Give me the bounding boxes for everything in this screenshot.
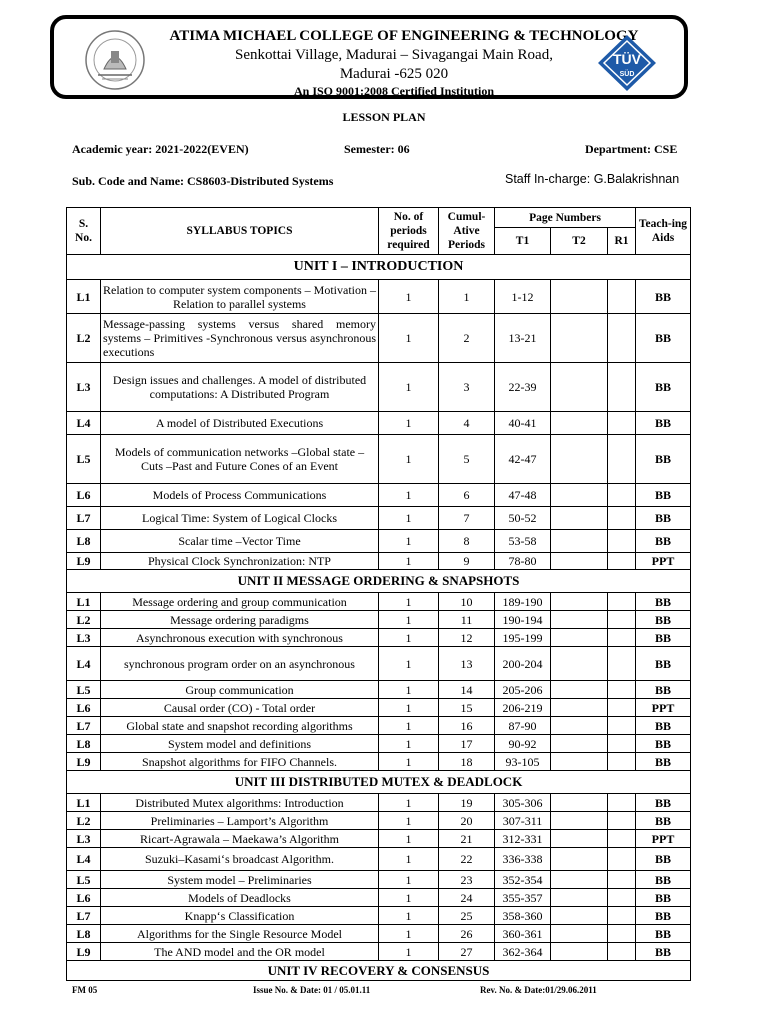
lesson-row (67, 753, 691, 771)
unit-title: UNIT II MESSAGE ORDERING & SNAPSHOTS (67, 570, 691, 593)
lesson-topic: Message ordering paradigms (101, 611, 379, 629)
page-t2 (551, 830, 608, 848)
page-r1 (608, 812, 636, 830)
teaching-aids: BB (636, 507, 691, 530)
lesson-number: L2 (67, 812, 101, 830)
lesson-row (67, 830, 691, 848)
header-sno: S. No. (67, 208, 101, 255)
periods-required: 1 (379, 889, 439, 907)
lesson-topic: Global state and snapshot recording algorithms (101, 717, 379, 735)
page-t2 (551, 848, 608, 871)
lesson-topic: Algorithms for the Single Resource Model (101, 925, 379, 943)
page-t1: 190-194 (495, 611, 551, 629)
cumulative-periods: 22 (439, 848, 495, 871)
unit-title: UNIT I – INTRODUCTION (67, 255, 691, 280)
page-t2 (551, 553, 608, 570)
header-t2: T2 (551, 228, 608, 255)
page-t2 (551, 925, 608, 943)
unit-heading-row (67, 961, 691, 981)
periods-required: 1 (379, 907, 439, 925)
page-t1: 93-105 (495, 753, 551, 771)
page-t2 (551, 435, 608, 484)
page-r1 (608, 611, 636, 629)
page-r1 (608, 830, 636, 848)
teaching-aids: BB (636, 280, 691, 314)
page-r1 (608, 484, 636, 507)
periods-required: 1 (379, 647, 439, 681)
lesson-number: L8 (67, 735, 101, 753)
lesson-topic: Message ordering and group communication (101, 593, 379, 611)
lesson-topic: Models of communication networks –Global state – Cuts –Past and Future Cones of an Event (101, 435, 379, 484)
page-t2 (551, 647, 608, 681)
page-t2 (551, 507, 608, 530)
page-t1: 13-21 (495, 314, 551, 363)
page-r1 (608, 593, 636, 611)
lesson-topic: Models of Deadlocks (101, 889, 379, 907)
lesson-topic: Distributed Mutex algorithms: Introduction (101, 794, 379, 812)
lesson-number: L3 (67, 830, 101, 848)
college-emblem-icon (84, 29, 146, 91)
lesson-number: L1 (67, 280, 101, 314)
lesson-topic: Ricart-Agrawala – Maekawa’s Algorithm (101, 830, 379, 848)
page-t2 (551, 314, 608, 363)
lesson-row (67, 925, 691, 943)
lesson-number: L8 (67, 925, 101, 943)
subject-code-name: Sub. Code and Name: CS8603-Distributed Systems (72, 174, 334, 188)
cumulative-periods: 2 (439, 314, 495, 363)
page-t1: 305-306 (495, 794, 551, 812)
teaching-aids: PPT (636, 553, 691, 570)
lesson-topic: Snapshot algorithms for FIFO Channels. (101, 753, 379, 771)
college-name: ATIMA MICHAEL COLLEGE OF ENGINEERING & TECHNOLOGY (169, 28, 639, 44)
page-t2 (551, 593, 608, 611)
teaching-aids: BB (636, 484, 691, 507)
lesson-row (67, 717, 691, 735)
cumulative-periods: 10 (439, 593, 495, 611)
periods-required: 1 (379, 943, 439, 961)
page-r1 (608, 530, 636, 553)
page-t2 (551, 484, 608, 507)
page-t2 (551, 699, 608, 717)
page-t2 (551, 889, 608, 907)
periods-required: 1 (379, 629, 439, 647)
periods-required: 1 (379, 699, 439, 717)
page-r1 (608, 925, 636, 943)
lesson-number: L1 (67, 593, 101, 611)
page-t2 (551, 280, 608, 314)
cumulative-periods: 8 (439, 530, 495, 553)
unit-heading-row (67, 771, 691, 794)
page-t2 (551, 907, 608, 925)
lesson-topic: Knapp‘s Classification (101, 907, 379, 925)
lesson-number: L6 (67, 889, 101, 907)
teaching-aids: BB (636, 530, 691, 553)
periods-required: 1 (379, 611, 439, 629)
page-t1: 87-90 (495, 717, 551, 735)
lesson-topic: Relation to computer system components – Motivation – Relation to parallel systems (101, 280, 379, 314)
cumulative-periods: 19 (439, 794, 495, 812)
cumulative-periods: 5 (439, 435, 495, 484)
page-r1 (608, 363, 636, 412)
page-t2 (551, 943, 608, 961)
cumulative-periods: 24 (439, 889, 495, 907)
teaching-aids: BB (636, 735, 691, 753)
cumulative-periods: 16 (439, 717, 495, 735)
page-t1: 50-52 (495, 507, 551, 530)
teaching-aids: BB (636, 943, 691, 961)
page-t1: 53-58 (495, 530, 551, 553)
page-t2 (551, 735, 608, 753)
page-t1: 205-206 (495, 681, 551, 699)
lesson-row (67, 435, 691, 484)
cumulative-periods: 9 (439, 553, 495, 570)
teaching-aids: BB (636, 717, 691, 735)
page-t2 (551, 611, 608, 629)
teaching-aids: BB (636, 435, 691, 484)
teaching-aids: BB (636, 925, 691, 943)
lesson-number: L7 (67, 907, 101, 925)
page-r1 (608, 907, 636, 925)
page-t2 (551, 717, 608, 735)
header-box (50, 15, 688, 99)
periods-required: 1 (379, 593, 439, 611)
page-r1 (608, 435, 636, 484)
academic-year: Academic year: 2021-2022(EVEN) (72, 142, 249, 156)
lesson-topic: System model and definitions (101, 735, 379, 753)
page-t1: 352-354 (495, 871, 551, 889)
lesson-number: L5 (67, 435, 101, 484)
teaching-aids: BB (636, 593, 691, 611)
cumulative-periods: 25 (439, 907, 495, 925)
lesson-number: L3 (67, 363, 101, 412)
lesson-topic: The AND model and the OR model (101, 943, 379, 961)
header-cumulative: Cumul-Ative Periods (439, 208, 495, 255)
teaching-aids: PPT (636, 830, 691, 848)
periods-required: 1 (379, 507, 439, 530)
lesson-number: L5 (67, 871, 101, 889)
cumulative-periods: 23 (439, 871, 495, 889)
lesson-row (67, 593, 691, 611)
cumulative-periods: 21 (439, 830, 495, 848)
unit-heading-row (67, 570, 691, 593)
page-t1: 336-338 (495, 848, 551, 871)
periods-required: 1 (379, 848, 439, 871)
cumulative-periods: 6 (439, 484, 495, 507)
lesson-topic: synchronous program order on an asynchronous (101, 647, 379, 681)
cumulative-periods: 13 (439, 647, 495, 681)
lesson-number: L6 (67, 699, 101, 717)
lesson-number: L4 (67, 647, 101, 681)
lesson-topic: Suzuki–Kasami‘s broadcast Algorithm. (101, 848, 379, 871)
header-r1: R1 (608, 228, 636, 255)
header-t1: T1 (495, 228, 551, 255)
page-r1 (608, 314, 636, 363)
lesson-number: L1 (67, 794, 101, 812)
staff-in-charge: Staff In-charge: G.Balakrishnan (505, 172, 680, 186)
lesson-row (67, 530, 691, 553)
lesson-topic: Preliminaries – Lamport’s Algorithm (101, 812, 379, 830)
lesson-row (67, 681, 691, 699)
cumulative-periods: 14 (439, 681, 495, 699)
periods-required: 1 (379, 363, 439, 412)
teaching-aids: BB (636, 363, 691, 412)
lesson-number: L9 (67, 753, 101, 771)
cumulative-periods: 15 (439, 699, 495, 717)
department: Department: CSE (585, 142, 678, 156)
lesson-number: L7 (67, 717, 101, 735)
document-title: LESSON PLAN (342, 110, 426, 124)
page-t1: 1-12 (495, 280, 551, 314)
page-t2 (551, 794, 608, 812)
lesson-topic: Group communication (101, 681, 379, 699)
lesson-topic: A model of Distributed Executions (101, 412, 379, 435)
lesson-row (67, 794, 691, 812)
periods-required: 1 (379, 530, 439, 553)
cumulative-periods: 3 (439, 363, 495, 412)
teaching-aids: BB (636, 794, 691, 812)
page-t1: 312-331 (495, 830, 551, 848)
page-t1: 358-360 (495, 907, 551, 925)
page-t1: 47-48 (495, 484, 551, 507)
lesson-topic: Asynchronous execution with synchronous (101, 629, 379, 647)
teaching-aids: BB (636, 629, 691, 647)
cumulative-periods: 18 (439, 753, 495, 771)
page-t1: 195-199 (495, 629, 551, 647)
tuv-logo-text: TÜV (613, 51, 641, 67)
lesson-topic: Design issues and challenges. A model of distributed computations: A Distributed Program (101, 363, 379, 412)
cumulative-periods: 1 (439, 280, 495, 314)
periods-required: 1 (379, 553, 439, 570)
periods-required: 1 (379, 717, 439, 735)
header-teaching-aids: Teach-ing Aids (636, 208, 691, 255)
lesson-number: L8 (67, 530, 101, 553)
lesson-row (67, 812, 691, 830)
page-r1 (608, 889, 636, 907)
teaching-aids: BB (636, 907, 691, 925)
unit-title: UNIT III DISTRIBUTED MUTEX & DEADLOCK (67, 771, 691, 794)
periods-required: 1 (379, 871, 439, 889)
page-t2 (551, 753, 608, 771)
page-t1: 189-190 (495, 593, 551, 611)
page-r1 (608, 507, 636, 530)
lesson-number: L9 (67, 943, 101, 961)
teaching-aids: BB (636, 871, 691, 889)
lesson-topic: Physical Clock Synchronization: NTP (101, 553, 379, 570)
page-r1 (608, 681, 636, 699)
page-r1 (608, 280, 636, 314)
semester: Semester: 06 (344, 142, 410, 156)
page-r1 (608, 699, 636, 717)
issue-number-date: Issue No. & Date: 01 / 05.01.11 (253, 985, 371, 995)
lesson-row (67, 848, 691, 871)
address-line-1: Senkottai Village, Madurai – Sivagangai Main Road, (235, 47, 553, 63)
cumulative-periods: 4 (439, 412, 495, 435)
address-line-2: Madurai -625 020 (339, 66, 449, 82)
lesson-topic: Scalar time –Vector Time (101, 530, 379, 553)
unit-title: UNIT IV RECOVERY & CONSENSUS (67, 961, 691, 981)
periods-required: 1 (379, 412, 439, 435)
lesson-row (67, 363, 691, 412)
periods-required: 1 (379, 830, 439, 848)
lesson-number: L4 (67, 848, 101, 871)
lesson-row (67, 699, 691, 717)
lesson-plan-table (66, 207, 691, 981)
page-t2 (551, 812, 608, 830)
lesson-row (67, 889, 691, 907)
form-number: FM 05 (72, 985, 98, 995)
lesson-row (67, 629, 691, 647)
teaching-aids: BB (636, 647, 691, 681)
page-t2 (551, 363, 608, 412)
lesson-number: L2 (67, 314, 101, 363)
iso-certification: An ISO 9001:2008 Certified Institution (293, 84, 494, 98)
page-t1: 206-219 (495, 699, 551, 717)
page-t1: 355-357 (495, 889, 551, 907)
cumulative-periods: 12 (439, 629, 495, 647)
lesson-row (67, 412, 691, 435)
page-r1 (608, 553, 636, 570)
revision-number-date: Rev. No. & Date:01/29.06.2011 (480, 985, 597, 995)
page-t1: 78-80 (495, 553, 551, 570)
page-r1 (608, 647, 636, 681)
page-r1 (608, 753, 636, 771)
teaching-aids: BB (636, 314, 691, 363)
periods-required: 1 (379, 435, 439, 484)
header-periods: No. of periods required (379, 208, 439, 255)
page-t2 (551, 871, 608, 889)
lesson-row (67, 647, 691, 681)
page-t1: 90-92 (495, 735, 551, 753)
page-t2 (551, 629, 608, 647)
lesson-row (67, 314, 691, 363)
page-r1 (608, 629, 636, 647)
lesson-row (67, 484, 691, 507)
page-t1: 362-364 (495, 943, 551, 961)
periods-required: 1 (379, 314, 439, 363)
page-t1: 22-39 (495, 363, 551, 412)
page-r1 (608, 412, 636, 435)
lesson-topic: Message-passing systems versus shared memory systems – Primitives -Synchronous versus asynchronous executions (101, 314, 379, 363)
page-t2 (551, 530, 608, 553)
lesson-number: L2 (67, 611, 101, 629)
periods-required: 1 (379, 484, 439, 507)
cumulative-periods: 11 (439, 611, 495, 629)
page-t1: 200-204 (495, 647, 551, 681)
lesson-number: L5 (67, 681, 101, 699)
tuv-certification-logo (594, 33, 660, 93)
page-r1 (608, 735, 636, 753)
teaching-aids: BB (636, 412, 691, 435)
periods-required: 1 (379, 753, 439, 771)
page-t2 (551, 681, 608, 699)
page-t1: 307-311 (495, 812, 551, 830)
periods-required: 1 (379, 925, 439, 943)
teaching-aids: BB (636, 848, 691, 871)
unit-heading-row (67, 255, 691, 280)
lesson-row (67, 280, 691, 314)
header-topics: SYLLABUS TOPICS (101, 208, 379, 255)
tuv-logo-subtext: SÜD (619, 71, 635, 78)
cumulative-periods: 17 (439, 735, 495, 753)
lesson-number: L6 (67, 484, 101, 507)
lesson-topic: Models of Process Communications (101, 484, 379, 507)
page-t1: 40-41 (495, 412, 551, 435)
lesson-number: L9 (67, 553, 101, 570)
lesson-row (67, 871, 691, 889)
page-t1: 360-361 (495, 925, 551, 943)
lesson-topic: Causal order (CO) - Total order (101, 699, 379, 717)
lesson-row (67, 611, 691, 629)
lesson-row (67, 553, 691, 570)
header-page-numbers: Page Numbers (495, 208, 636, 228)
lesson-row (67, 507, 691, 530)
page-r1 (608, 717, 636, 735)
teaching-aids: PPT (636, 699, 691, 717)
periods-required: 1 (379, 812, 439, 830)
page-r1 (608, 943, 636, 961)
periods-required: 1 (379, 735, 439, 753)
cumulative-periods: 20 (439, 812, 495, 830)
periods-required: 1 (379, 280, 439, 314)
teaching-aids: BB (636, 889, 691, 907)
lesson-number: L7 (67, 507, 101, 530)
page-r1 (608, 794, 636, 812)
periods-required: 1 (379, 681, 439, 699)
teaching-aids: BB (636, 753, 691, 771)
page-r1 (608, 848, 636, 871)
lesson-number: L3 (67, 629, 101, 647)
cumulative-periods: 7 (439, 507, 495, 530)
lesson-row (67, 907, 691, 925)
lesson-number: L4 (67, 412, 101, 435)
cumulative-periods: 27 (439, 943, 495, 961)
periods-required: 1 (379, 794, 439, 812)
teaching-aids: BB (636, 681, 691, 699)
page-r1 (608, 871, 636, 889)
lesson-topic: System model – Preliminaries (101, 871, 379, 889)
lesson-topic: Logical Time: System of Logical Clocks (101, 507, 379, 530)
lesson-row (67, 735, 691, 753)
lesson-row (67, 943, 691, 961)
page-t1: 42-47 (495, 435, 551, 484)
page-t2 (551, 412, 608, 435)
teaching-aids: BB (636, 812, 691, 830)
teaching-aids: BB (636, 611, 691, 629)
cumulative-periods: 26 (439, 925, 495, 943)
